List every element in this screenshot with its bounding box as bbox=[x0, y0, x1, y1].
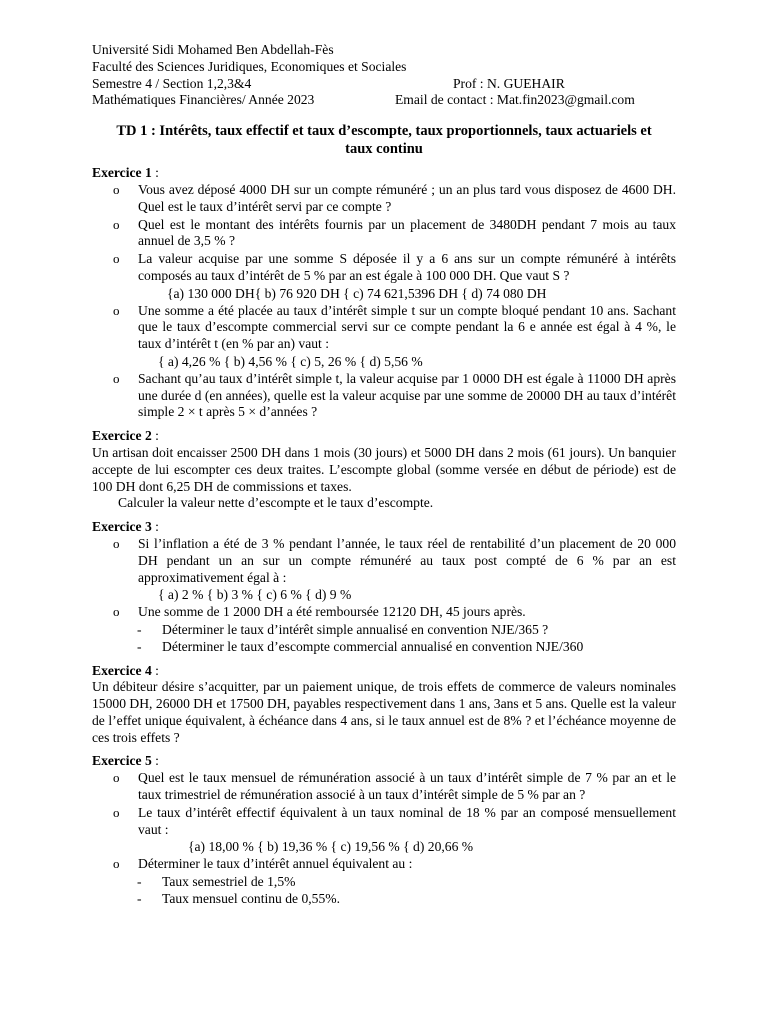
list-item: o Le taux d’intérêt effectif équivalent à un taux nominal de 18 % par an composé mensuellement vaut : bbox=[92, 805, 676, 839]
contact-email: Email de contact : Mat.fin2023@gmail.com bbox=[395, 92, 635, 108]
answer-options: { a) 4,26 % { b) 4,56 % { c) 5, 26 % { d) 5,56 % bbox=[158, 353, 423, 369]
exercise-title: Exercice 3 : bbox=[92, 519, 159, 535]
list-item: o Quel est le montant des intérêts fournis par un placement de 3480DH pendant 7 mois au taux annuel de 3,5 % ? bbox=[92, 217, 676, 251]
answer-options: {a) 130 000 DH{ b) 76 920 DH { c) 74 621,5396 DH { d) 74 080 DH bbox=[167, 285, 547, 301]
course-contact-line bbox=[92, 92, 676, 109]
exercise-2 bbox=[92, 428, 676, 512]
answer-options: {a) 18,00 % { b) 19,36 % { c) 19,56 % { d) 20,66 % bbox=[188, 839, 474, 855]
professor-name: Prof : N. GUEHAIR bbox=[453, 75, 565, 91]
exercise-paragraph: Un débiteur désire s’acquitter, par un paiement unique, de trois effets de commerce de valeurs nominales 15000 DH, 26000 DH et 17500 DH, payables respectivement dans 1 ans, 3ans et 5 ans. Quelle est la valeur de l’effet unique équivalent, à échéance dans 4 ans, si le taux annuel est de 8% ? et l’échéance moyenne de ces trois effets ? bbox=[92, 679, 676, 745]
sub-item: - Taux semestriel de 1,5% bbox=[92, 874, 676, 891]
document-header bbox=[92, 42, 676, 109]
page-title: TD 1 : Intérêts, taux effectif et taux d’escompte, taux proportionnels, taux actuariels et taux continu bbox=[116, 123, 652, 157]
semester-professor-line bbox=[92, 76, 676, 93]
sub-item: - Déterminer le taux d’intérêt simple annualisé en convention NJE/365 ? bbox=[92, 622, 676, 639]
exercise-3 bbox=[92, 519, 676, 655]
exercise-title: Exercice 4 : bbox=[92, 662, 159, 678]
exercise-1 bbox=[92, 165, 676, 421]
document-page bbox=[92, 42, 676, 908]
course-info: Mathématiques Financières/ Année 2023 bbox=[92, 92, 315, 108]
exercise-paragraph: Un artisan doit encaisser 2500 DH dans 1 mois (30 jours) et 5000 DH dans 2 mois (61 jours). Un banquier accepte de lui escompter ces deux traites. L’escompte global (somme versée en début de période) est de 100 DH dont 6,25 DH de commissions et taxes. bbox=[92, 444, 676, 494]
list-item: o Vous avez déposé 4000 DH sur un compte rémunéré ; un an plus tard vous disposez de 4600 DH. Quel est le taux d’intérêt servi par ce compte ? bbox=[92, 182, 676, 216]
exercise-title: Exercice 2 : bbox=[92, 428, 159, 444]
exercise-4 bbox=[92, 663, 676, 747]
exercise-task: Calculer la valeur nette d’escompte et le taux d’escompte. bbox=[118, 495, 434, 511]
list-item: o La valeur acquise par une somme S déposée il y a 6 ans sur un compte rémunéré à intérêts composés au taux d’intérêt de 5 % par an est égale à 100 000 DH. Que vaut S ? bbox=[92, 251, 676, 285]
list-item: o Une somme de 1 2000 DH a été remboursée 12120 DH, 45 jours après. bbox=[92, 604, 676, 621]
list-item: o Une somme a été placée au taux d’intérêt simple t sur un compte bloqué pendant 10 ans. Sachant que le taux d’escompte commercial servi sur ce compte pendant la 6 e année est égal à 4 %, le taux d’intérêt t (en % par an) vaut : bbox=[92, 303, 676, 353]
semester-info: Semestre 4 / Section 1,2,3&4 bbox=[92, 75, 252, 91]
answer-options: { a) 2 % { b) 3 % { c) 6 % { d) 9 % bbox=[158, 587, 352, 603]
exercise-5 bbox=[92, 753, 676, 907]
sub-item: - Déterminer le taux d’escompte commercial annualisé en convention NJE/360 bbox=[92, 639, 676, 656]
university-name: Université Sidi Mohamed Ben Abdellah-Fès bbox=[92, 42, 334, 57]
list-item: o Quel est le taux mensuel de rémunération associé à un taux d’intérêt simple de 7 % par an et le taux trimestriel de rémunération associé à un taux d’intérêt simple de 5 % par an ? bbox=[92, 770, 676, 804]
faculty-name: Faculté des Sciences Juridiques, Economiques et Sociales bbox=[92, 58, 407, 74]
list-item: o Si l’inflation a été de 3 % pendant l’année, le taux réel de rentabilité d’un placement de 20 000 DH pendant un an sur un compte rémunéré au taux post compté de 6 % par an est approximativement égal à : bbox=[92, 536, 676, 586]
list-item: o Sachant qu’au taux d’intérêt simple t, la valeur acquise par 1 0000 DH est égale à 11000 DH après une durée d (en années), quelle est la valeur acquise par une somme de 20000 DH au taux d’intérêt simple 2 × t après 5 × d’années ? bbox=[92, 371, 676, 421]
list-item: o Déterminer le taux d’intérêt annuel équivalent au : bbox=[92, 856, 676, 873]
sub-item: - Taux mensuel continu de 0,55%. bbox=[92, 891, 676, 908]
exercise-title: Exercice 5 : bbox=[92, 753, 159, 769]
exercise-title: Exercice 1 : bbox=[92, 165, 159, 181]
